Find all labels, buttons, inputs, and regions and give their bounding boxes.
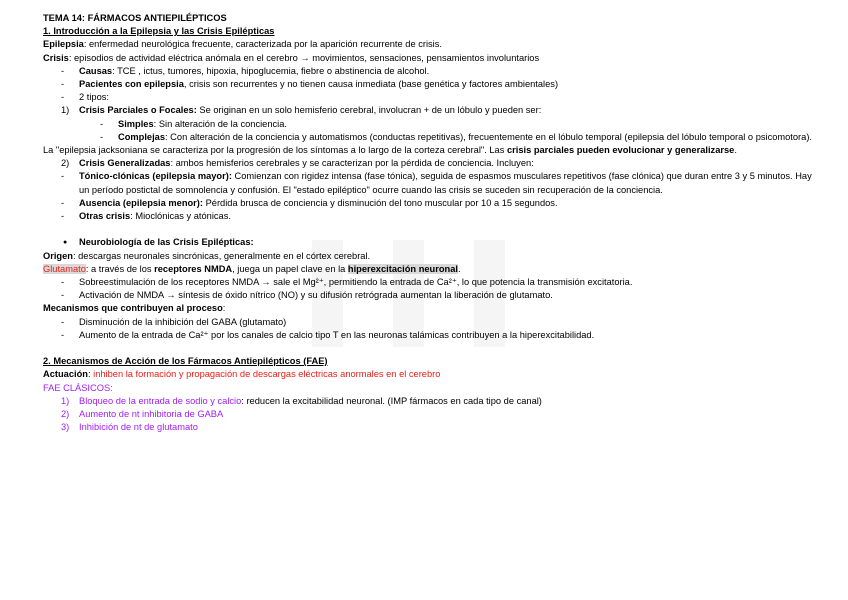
- focal-text: Se originan en un solo hemisferio cerebral, involucran + de un lóbulo y pueden ser:: [196, 105, 542, 116]
- fae-item-2-number: 2): [61, 409, 70, 420]
- tipos-item: [43, 91, 813, 104]
- gen-term: Crisis Generalizadas: [79, 158, 171, 169]
- ausencia-term: Ausencia (epilepsia menor):: [79, 197, 203, 208]
- fae-item-3: [43, 421, 813, 434]
- jacksoniana-bold: crisis parciales pueden evolucionar y generalizarse: [506, 145, 735, 156]
- mecanismos-heading: [43, 302, 813, 315]
- crisis-definition: [43, 52, 813, 65]
- actuacion-line: [43, 368, 813, 381]
- tonico-text: Comienzan con rigidez intensa (fase tónica), seguida de espasmos musculares repetitivos (fase clónica) que duran entre 3 y 5 minutos. Hay un período postictal de somnolencia y confusión. El "estado epiléptico" ocurre cuando las crisis se suceden sin recuperación de la conciencia.: [79, 171, 812, 195]
- crisis-term: Crisis: [43, 52, 69, 63]
- mecanismos-colon: :: [222, 303, 226, 314]
- otras-crisis-item: [43, 210, 813, 223]
- glutamato-text-e: .: [457, 263, 461, 274]
- ausencia-text: Pérdida brusca de conciencia y disminución del tono muscular por 10 a 15 segundos.: [203, 197, 558, 208]
- ausencia-item: [43, 197, 813, 210]
- crisis-generalizadas-item: [43, 157, 813, 170]
- spacer: [43, 223, 813, 236]
- fae-item-2-text: Aumento de nt inhibitoria de GABA: [79, 409, 224, 420]
- receptores-nmda: receptores NMDA: [154, 263, 233, 274]
- actuacion-text: inhiben la formación y propagación de descargas eléctricas anormales en el cerebro: [93, 369, 441, 380]
- section-2-heading: 2. Mecanismos de Acción de los Fármacos Antiepilépticos (FAE): [43, 356, 328, 367]
- fae-item-3-number: 3): [61, 422, 70, 433]
- nmda-item-1: - Sobreestimulación de los receptores NMDA → sale el Mg²⁺, permitiendo la entrada de Ca²⁺, lo que potencia la transmisión excitatoria.: [43, 276, 813, 289]
- pacientes-item: [43, 78, 813, 91]
- fae-item-1: [43, 395, 813, 408]
- causas-term: Causas: [79, 65, 113, 76]
- simples-item: [43, 118, 813, 131]
- fae-item-3-text: Inhibición de nt de glutamato: [79, 422, 198, 433]
- fae-item-2: [43, 408, 813, 421]
- origen-line: [43, 250, 813, 263]
- complejas-term: Complejas: [118, 131, 166, 142]
- complejas-text: : Con alteración de la conciencia y automatismos (conductas repetitivas), frecuentemente en el lóbulo temporal (epilepsia del lóbulo temporal o psicomotora).: [165, 131, 813, 142]
- neurobiologia-heading: ● Neurobiología de las Crisis Epilépticas:: [43, 236, 813, 249]
- origen-text: : descargas neuronales sincrónicas, generalmente en el córtex cerebral.: [72, 250, 371, 261]
- actuacion-colon: :: [87, 369, 94, 380]
- fae-item-1-number: 1): [61, 395, 70, 406]
- nmda-item-2: - Activación de NMDA → síntesis de óxido nítrico (NO) y su difusión retrógrada aumentan la liberación de glutamato.: [43, 289, 813, 302]
- origen-term: Origen: [43, 250, 73, 261]
- section-1-heading: 1. Introducción a la Epilepsia y las Crisis Epilépticas: [43, 26, 275, 37]
- hiperexcitacion-neuronal: hiperexcitación neuronal: [347, 263, 458, 274]
- glutamato-text-c: , juega un papel clave en la: [232, 263, 348, 274]
- tonico-term: Tónico-clónicas (epilepsia mayor):: [79, 171, 232, 182]
- pacientes-text: , crisis son recurrentes y no tienen causa inmediata (base genética y factores ambientales): [183, 79, 559, 90]
- epilepsia-term: Epilepsia: [43, 39, 84, 50]
- epilepsia-definition: [43, 38, 813, 51]
- complejas-item: [43, 131, 813, 144]
- simples-term: Simples: [118, 118, 154, 129]
- pacientes-term: Pacientes con epilepsia: [79, 79, 184, 90]
- mecanismos-term: Mecanismos que contribuyen al proceso: [43, 303, 223, 314]
- tonico-clonicas-item: [43, 170, 813, 196]
- spacer: [43, 342, 813, 355]
- tipos-text: 2 tipos:: [79, 92, 109, 103]
- document-title: TEMA 14: FÁRMACOS ANTIEPILÉPTICOS: [43, 13, 227, 23]
- glutamato-text-a: : a través de los: [85, 263, 155, 274]
- simples-text: : Sin alteración de la conciencia.: [153, 118, 287, 129]
- actuacion-term: Actuación: [43, 369, 88, 380]
- fae-item-1-text: Bloqueo de la entrada de sodio y calcio: [79, 395, 242, 406]
- otras-text: : Mioclónicas y atónicas.: [130, 211, 231, 222]
- crisis-text: : episodios de actividad eléctrica anómala en el cerebro → movimientos, sensaciones, pensamientos involuntarios: [68, 52, 540, 63]
- fae-item-1-detail: : reducen la excitabilidad neuronal. (IMP fármacos en cada tipo de canal): [241, 395, 542, 406]
- otras-term: Otras crisis: [79, 211, 131, 222]
- jacksoniana-paragraph: [43, 144, 813, 157]
- causas-item: [43, 65, 813, 78]
- glutamato-term: Glutamato: [43, 263, 86, 274]
- gen-text: : ambos hemisferios cerebrales y se caracterizan por la pérdida de conciencia. Incluyen:: [170, 158, 534, 169]
- epilepsia-text: : enfermedad neurológica frecuente, caracterizada por la aparición recurrente de crisis.: [83, 39, 442, 50]
- mecanismo-item-2: - Aumento de la entrada de Ca²⁺ por los canales de calcio tipo T en las neuronas talámicas contribuyen a la hiperexcitabilidad.: [43, 329, 813, 342]
- jacksoniana-end: .: [734, 145, 737, 156]
- mecanismo-item-1: - Disminución de la inhibición del GABA (glutamato): [43, 316, 813, 329]
- crisis-focales-item: [43, 104, 813, 117]
- fae-clasicos-label: FAE CLÁSICOS:: [43, 382, 113, 393]
- gen-number: 2): [61, 158, 70, 169]
- glutamato-line: [43, 263, 813, 276]
- focal-number: 1): [61, 105, 70, 116]
- document-page: [43, 12, 813, 434]
- focal-term: Crisis Parciales o Focales:: [79, 105, 197, 116]
- jacksoniana-text: La "epilepsia jacksoniana se caracteriza por la progresión de los síntomas a lo largo de la corteza cerebral". Las: [43, 145, 507, 156]
- causas-text: : TCE , ictus, tumores, hipoxia, hipoglucemia, fiebre o abstinencia de alcohol.: [112, 65, 430, 76]
